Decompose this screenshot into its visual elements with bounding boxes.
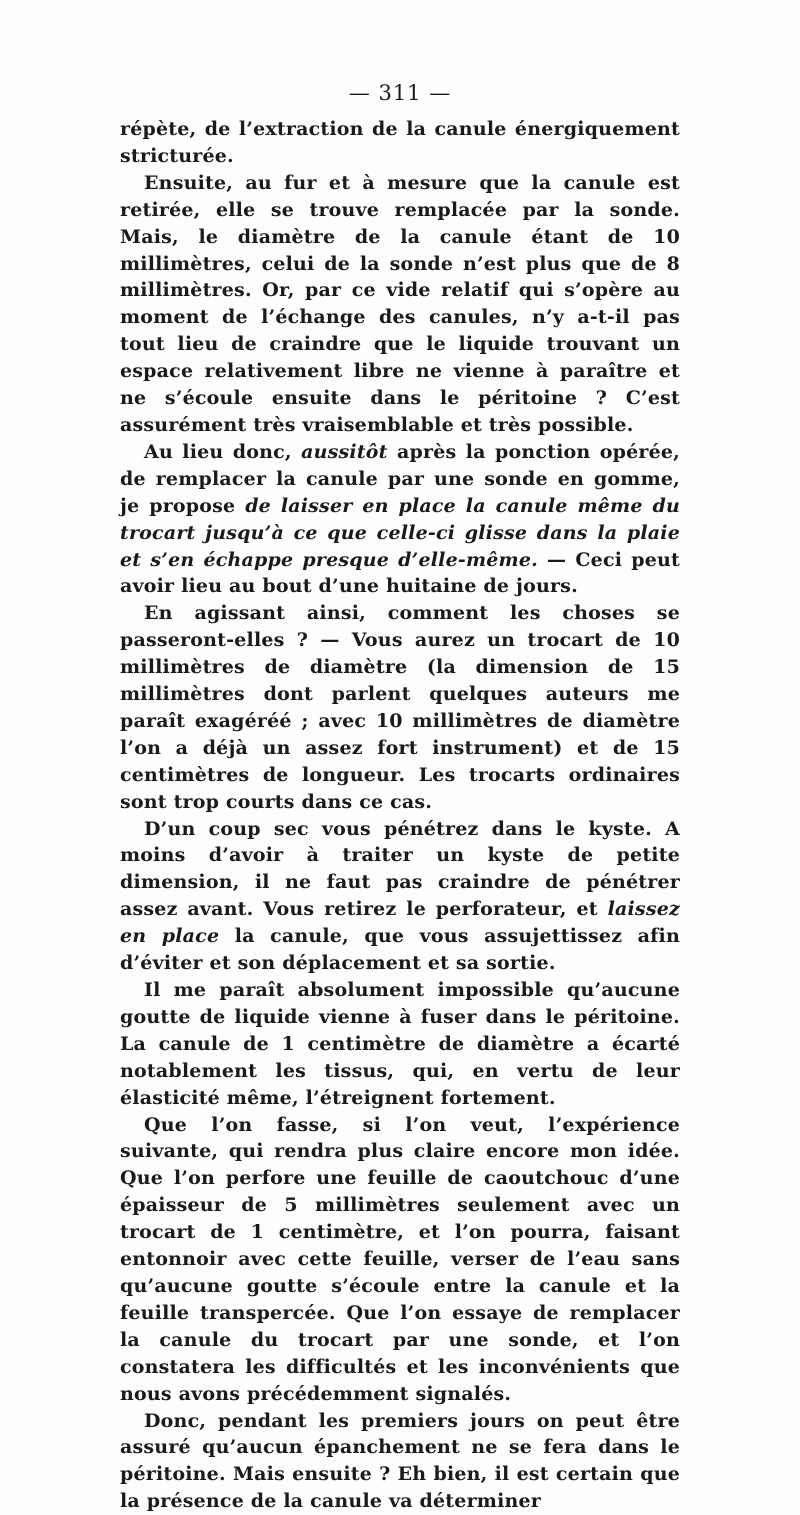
text-segment: Donc, pendant les premiers jours on peut être assuré qu’aucun épanchement ne se fera dans le péritoine. Mais ensuite ? Eh bien, il est certain que la présence de la canule va déterminer [120,1410,680,1513]
paragraph [120,1408,680,1515]
paragraph [120,977,680,1112]
paragraph [120,1112,680,1408]
text-segment: Que l’on fasse, si l’on veut, l’expérience suivante, qui rendra plus claire encore mon idée. Que l’on perfore une feuille de caoutchouc d’une épaisseur de 5 millimètres seulement avec un trocart de 1 centimètre, et l’on pourra, faisant entonnoir avec cette feuille, verser de l’eau sans qu’aucune goutte s’écoule entre la canule et la feuille transpercée. Que l’on essaye de remplacer la canule du trocart par une sonde, et l’on constatera les difficultés et les inconvénients que nous avons précédemment signalés. [120,1114,680,1405]
body-text [120,116,680,1515]
text-segment: Il me paraît absolument impossible qu’aucune goutte de liquide vienne à fuser dans le péritoine. La canule de 1 centimètre de diamètre a écarté notablement les tissus, qui, en vertu de leur élasticité même, l’étreignent fortement. [120,979,680,1109]
page-number: — 311 — [120,78,680,108]
italic-text: aussitôt [301,441,388,463]
paragraph [120,116,680,170]
italic-text: de laisser en place la canule même du trocart jusqu’à ce que celle-ci glisse dans la plaie et s’en échappe presque d’elle-même. [120,495,680,571]
text-segment: après la ponction opérée, de remplacer la canule par une sonde en gomme, je propose [120,441,680,517]
paragraph [120,170,680,439]
text-segment: Au lieu donc, [144,441,301,463]
text-segment: répète, de l’extraction de la canule énergiquement stricturée. [120,118,680,167]
text-segment: Ensuite, au fur et à mesure que la canule est retirée, elle se trouve remplacée par la sonde. Mais, le diamètre de la canule étant de 10 millimètres, celui de la sonde n’est plus que de 8 millimètres. Or, par ce vide relatif qui s’opère au moment de l’échange des canules, n’y a-t-il pas tout lieu de craindre que le liquide trouvant un espace relativement libre ne vienne à paraître et ne s’écoule ensuite dans le péritoine ? C’est assurément très vraisemblable et très possible. [120,172,680,436]
paragraph [120,816,680,977]
paragraph [120,600,680,815]
text-segment: D’un coup sec vous pénétrez dans le kyste. A moins d’avoir à traiter un kyste de petite dimension, il ne faut pas craindre de pénétrer assez avant. Vous retirez le perforateur, et [120,818,680,921]
text-segment: En agissant ainsi, comment les choses se passeront-elles ? — Vous aurez un trocart de 10 millimètres de diamètre (la dimension de 15 millimètres dont parlent quelques auteurs me paraît exagéréé ; avec 10 millimètres de diamètre l’on a déjà un assez fort instrument) et de 15 centimètres de longueur. Les trocarts ordinaires sont trop courts dans ce cas. [120,602,680,812]
text-segment: — Ceci peut avoir lieu au bout d’une huitaine de jours. [120,549,680,598]
paragraph [120,439,680,600]
italic-text: laissez en place [120,898,680,947]
text-segment: la canule, que vous assujettissez afin d’éviter et son déplacement et sa sortie. [120,925,680,974]
